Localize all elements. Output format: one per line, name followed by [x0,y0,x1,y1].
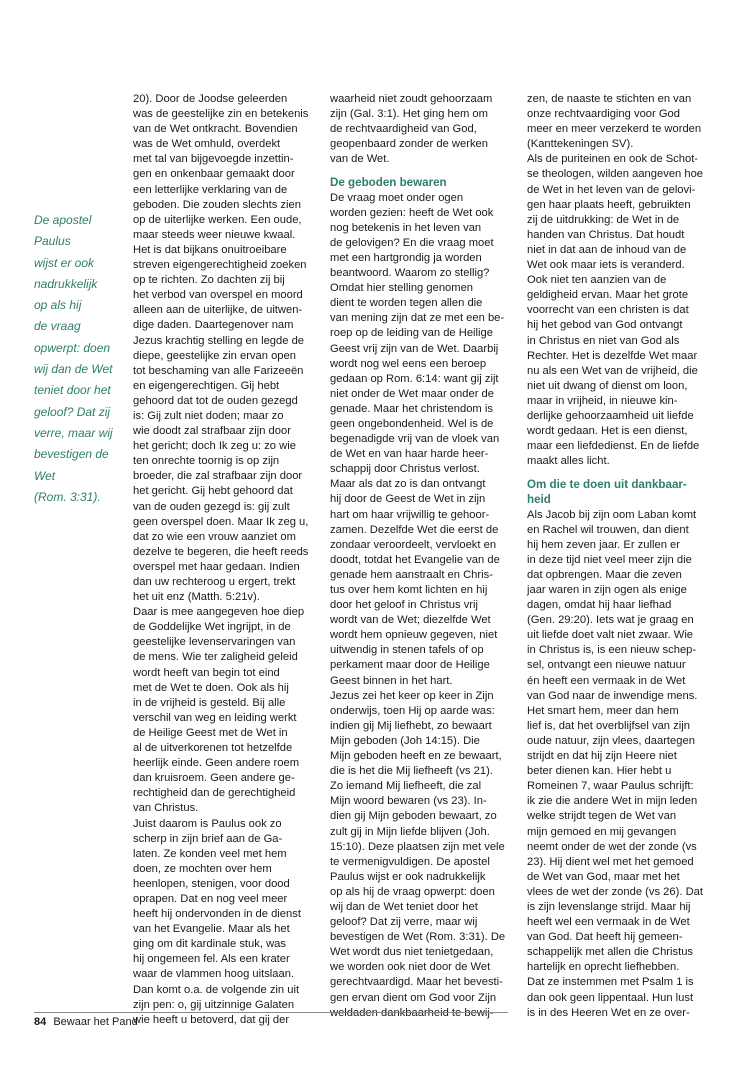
text-line: zamen. Dezelfde Wet die eerst de [330,523,499,536]
page-footer [34,1016,138,1029]
text-line: op als hij de vraag opwerpt: doen [330,885,495,898]
text-line: hij door de Geest de Wet in zijn [330,493,486,506]
text-line: wie doodt zal strafbaar zijn door [133,425,291,438]
text-line: Jezus krachtig stelling en legde de [133,334,305,347]
text-line: met de Wet te doen. Ook als hij [133,681,289,694]
text-line: rechtigheid dan de gerechtigheid [133,787,296,800]
text-line: 23). Hij dient wel met het gemoed [527,855,694,868]
text-line: van Christus. [133,802,199,815]
text-line: zen, de naaste te stichten en van [527,93,692,105]
text-line: was de geestelijke zin en betekenis [133,108,309,121]
text-line: bevestigen de Wet (Rom. 3:31). De [330,931,506,944]
text-line: in de vrijheid is gesteld. Bij alle [133,696,286,709]
text-column-1 [133,92,313,1028]
text-line: het uit enz (Matth. 5:21v). [133,591,260,604]
text-line: neemt onder de wet der zonde (vs [527,840,697,853]
text-line: welke strijdt tegen de Wet van [527,810,677,823]
text-line: dige daden. Daartegenover nam [133,319,294,332]
text-line: Als de puriteinen en ook de Schot- [527,153,699,166]
text-line: maar steeds weer nieuwe kwaal. [133,228,296,241]
footer-rule [34,1012,508,1013]
text-line: Dan komt o.a. de volgende zin uit [133,983,300,996]
text-line: zijn (Gal. 3:1). Het ging hem om [330,108,488,121]
text-line: dan ook geen lippentaal. Hun lust [527,991,694,1004]
text-line: van God naar de inwendige mens. [527,689,698,702]
text-line: we worden ook niet door de Wet [330,961,491,974]
pull-quote-line: wij dan de Wet [34,362,113,377]
text-line: verschil van weg en leiding werkt [133,711,297,724]
text-line: wordt van de Wet; diezelfde Wet [330,614,491,627]
text-line: overspel met haar gedaan. Indien [133,560,300,573]
text-line: oprapen. Dat en nog veel meer [133,892,288,905]
text-line: een letterlijke verklaring van de [133,183,288,196]
text-line: Zo iemand Mij liefheeft, die zal [330,780,482,793]
text-line: dezelve te begeren, die heeft reeds [133,545,309,558]
pull-quote-line: nadrukkelijk [34,276,98,291]
text-line: handen van Christus. Dat houdt [527,228,685,241]
text-line: meer en meer verzekerd te worden [527,123,702,136]
text-line: gerechtvaardigd. Maar het bevesti- [330,976,503,989]
section-heading: Om die te doen uit dankbaar- [527,478,687,492]
text-line: laten. Ze konden veel met hem [133,847,287,860]
text-line: de Wet in het leven van de gelovi- [527,183,696,196]
section-spacer [330,167,510,175]
text-line: niet uit dwang of dienst om loon, [527,379,688,392]
publication-title: Bewaar het Pand [53,1016,138,1028]
text-line: scherp in zijn brief aan de Ga- [133,832,283,845]
pull-quote-line: geloof? Dat zij [34,404,111,419]
text-line: en eigengerechtigen. Gij hebt [133,379,280,392]
text-line: van de Wet. [330,153,390,166]
text-line: wie heeft u betoverd, dat gij der [133,1013,290,1026]
text-line: Omdat hier stelling genomen [330,282,474,295]
text-line: Wet ook maar iets is veranderd. [527,259,685,272]
text-line: Mijn geboden heeft en ze bewaart, [330,750,502,763]
pull-quote [34,210,120,508]
text-column-2 [330,92,510,1021]
text-line: van het Evangelie. Maar als het [133,923,290,936]
text-line: beter dienen kan. Hier hebt u [527,765,672,778]
text-line: zondaar veroordeelt, vervloekt en [330,538,497,551]
text-line: Ook niet ten aanzien van de [527,274,667,287]
text-line: geen overspel doen. Maar Ik zeg u, [133,515,309,528]
text-line: wordt heeft van begin tot eind [133,666,280,679]
text-line: Paulus wijst er ook nadrukkelijk [330,870,486,883]
text-line: dat zo wie een vrouw aanziet om [133,530,296,543]
text-line: mijn gemoed en mij gevangen [527,825,677,838]
text-line: 15:10). Deze plaatsen zijn met vele [330,840,505,853]
text-line: die is het die Mij liefheeft (vs 21). [330,765,493,778]
text-line: gen en onkenbaar gemaakt door [133,168,295,181]
text-line: het verbod van overspel en moord [133,289,303,302]
text-line: roep op de leiding van de Heilige [330,327,493,340]
text-line: doodt, totdat het Evangelie van de [330,553,500,566]
text-line: door het geloof in Christus vrij [330,599,478,612]
text-line: vlees de wet der zonde (vs 26). Dat [527,885,703,898]
text-line: wordt gedaan. Het is een dienst, [527,425,688,438]
text-line: in Christus en niet van God als [527,334,680,347]
text-line: is: Gij zult niet doden; maar zo [133,409,284,422]
text-line: genade. Maar het christendom is [330,402,493,415]
text-line: hij hem zeven jaar. Er zullen er [527,538,680,551]
text-line: heenlopen, stenigen, voor dood [133,877,290,890]
text-line: wordt hem opnieuw gegeven, niet [330,629,498,642]
section-heading: De geboden bewaren [330,176,447,190]
pull-quote-line: wijst er ook [34,255,95,270]
text-line: het gericht. Gij hebt gehoord dat [133,485,293,498]
pull-quote-line: verre, maar wij [34,425,113,440]
text-line: Jezus zei het keer op keer in Zijn [330,689,494,702]
text-line: onderwijs, toen Hij op aarde was: [330,704,495,717]
text-line: perkament maar door de Heilige [330,659,490,672]
text-line: streven eigengerechtigheid zoeken [133,259,307,272]
text-line: de Goddelijke Wet ingrijpt, in de [133,621,291,634]
text-line: in Christus is, is een nieuw schep- [527,644,697,657]
text-line: is in des Heeren Wet en ze over- [527,1006,690,1019]
text-line: Het is dat bijkans onuitroeibare [133,243,287,256]
text-line: heerlijk einde. Geen andere roem [133,757,300,770]
text-line: dagen, omdat hij haar liefhad [527,599,672,612]
text-line: al de uitverkorenen tot hetzelfde [133,742,293,755]
text-line: geen ongebondenheid. Wel is de [330,417,494,430]
text-line: in deze tijd niet veel meer zijn die [527,553,692,566]
text-line: de Wet en van haar harde heer- [330,448,489,461]
text-line: waar de vlammen hoog uitslaan. [133,968,295,981]
text-line: gen haar plaats heeft, gebruikten [527,198,691,211]
text-line: doen, ze mochten over hem [133,862,272,875]
text-line: Dat ze instemmen met Psalm 1 is [527,976,694,989]
text-line: gedaan op Rom. 6:14: want gij zijt [330,372,499,385]
text-line: met een hartgrondig ja worden [330,251,482,264]
text-line: ging om dit kardinale stuk, was [133,938,286,951]
text-line: Romeinen 7, waar Paulus schrijft: [527,780,694,793]
text-line: derlijke gehoorzaamheid uit liefde [527,409,694,422]
text-line: se theologen, wilden aangeven hoe [527,168,704,181]
text-line: van mening zijn dat ze met een be- [330,312,505,325]
text-line: oude natuur, zijn vlees, daartegen [527,734,695,747]
text-line: dient te worden tegen allen die [330,297,483,310]
text-line: schappij door Christus verlost. [330,463,480,476]
text-line: indien gij Mij liefhebt, zo bewaart [330,719,492,732]
text-line: ten onrechte toornig is op zijn [133,455,280,468]
text-line: en Rachel wil trouwen, dan dient [527,523,689,536]
text-line: tus over hem komt lichten en hij [330,584,488,596]
text-line: Rechter. Het is dezelfde Wet maar [527,349,698,362]
text-line: voorrecht van een christen is dat [527,304,689,317]
text-line: sel, ontvangt een nieuwe natuur [527,659,686,672]
text-line: op te richten. Zo dachten zij bij [133,274,285,287]
text-line: uitwendig in stenen tafels of op [330,644,484,657]
text-line: begenadigde vrij van de vloek van [330,433,500,446]
text-line: weldaden dankbaarheid te bewij- [330,1006,494,1019]
text-line: de rechtvaardigheid van God, [330,123,477,136]
text-line: jaar waren in zijn ogen als enige [527,584,687,596]
text-line: nu als een Wet van de vrijheid, die [527,364,698,377]
text-line: dan uw rechteroog u ergert, trekt [133,576,296,588]
text-line: (Gen. 29:20). Iets wat je graag en [527,614,694,627]
pull-quote-line: De apostel [34,213,92,227]
text-line: geboden. Die zouden slechts zien [133,198,301,211]
text-line: tot beschaming van alle Farizeeën [133,364,304,377]
text-line: de Heilige Geest met de Wet in [133,726,288,739]
pull-quote-line: op als hij [34,298,82,313]
pull-quote-line: teniet door het [34,383,111,398]
text-line: de Wet van God, maar met het [527,870,680,883]
text-line: maar in vrijheid, in nieuwe kin- [527,394,678,407]
text-line: ik zie die andere Wet in mijn leden [527,795,698,808]
text-line: nog betekenis in het leven van [330,221,482,234]
text-line: heeft hij ondervonden in de dienst [133,908,301,921]
text-line: (Kanttekeningen SV). [527,138,634,151]
text-line: geestelijke levenservaringen van [133,636,296,649]
section-heading: heid [527,493,551,507]
text-column-3 [527,92,717,1021]
text-line: Geest vrij zijn van de Wet. Daarbij [330,342,499,355]
text-line: 20). Door de Joodse geleerden [133,93,288,105]
text-line: van de Wet ontkracht. Bovendien [133,123,298,136]
text-line: Maar als dat zo is dan ontvangt [330,478,486,491]
text-line: maar een liefdedienst. En de liefde [527,440,700,453]
text-line: met tal van bijgevoegde inzettin- [133,153,294,166]
text-line: Geest binnen in het hart. [330,674,453,687]
text-line: gehoord dat tot de ouden gezegd [133,394,298,407]
text-line: van God. Dat heeft hij gemeen- [527,931,683,944]
text-line: dan kruisroem. Geen andere ge- [133,772,295,785]
section-spacer [527,469,717,477]
text-line: broeder, die zal strafbaar zijn door [133,470,303,483]
page-number: 84 [34,1016,47,1028]
text-line: wij dan de Wet teniet door het [330,900,478,913]
text-line: maakt alles licht. [527,455,610,468]
text-line: genade hem aanstraalt en Chris- [330,568,493,581]
pull-quote-line: de vraag [34,319,81,334]
text-line: het gericht; doch Ik zeg u: zo wie [133,440,296,453]
text-line: te vermenigvuldigen. De apostel [330,855,490,868]
text-line: zijn pen: o, gij uitzinnige Galaten [133,998,295,1011]
text-line: zult gij in Mijn liefde blijven (Joh. [330,825,490,838]
text-line: én heeft een vermaak in de Wet [527,674,686,687]
text-line: geldigheid ervan. Maar het grote [527,289,689,302]
text-line: de gelovigen? En die vraag moet [330,236,494,249]
text-line: is zijn levenslange strijd. Maar hij [527,900,691,913]
text-line: Wet wordt dus niet tenietgedaan, [330,946,494,959]
text-line: wordt nog wel eens een beroep [330,357,487,370]
text-line: uit liefde doet valt niet zwaar. Wie [527,629,694,642]
pull-quote-line: Paulus [34,234,71,249]
text-line: was de Wet omhuld, overdekt [133,138,281,151]
text-line: Mijn woord bewaren (vs 23). In- [330,795,487,808]
pull-quote-line: opwerpt: doen [34,340,111,355]
text-line: schappelijk met allen die Christus [527,946,694,959]
text-line: worden gezien: heeft de Wet ook [330,206,494,219]
text-line: zij de uitdrukking: de Wet in de [527,213,680,226]
pull-quote-line: bevestigen de [34,447,109,462]
text-line: Als Jacob bij zijn oom Laban komt [527,508,697,521]
text-line: geopenbaard zonder de werken [330,138,488,151]
text-line: beantwoord. Waarom zo stellig? [330,267,490,280]
text-line: hart om haar vrijwillig te gehoor- [330,508,490,521]
text-line: geloof? Dat zij verre, maar wij [330,916,478,929]
text-line: dat opbrengen. Maar die zeven [527,568,682,581]
text-line: lief is, dat het overblijfsel van zijn [527,719,690,732]
text-line: de mens. Wie ter zaligheid geleid [133,651,298,664]
text-line: hij ongemeen fel. Als een krater [133,953,290,966]
text-line: waarheid niet zoudt gehoorzaam [330,93,493,105]
text-line: alleen aan de uiterlijke, de uitwen- [133,304,303,317]
text-line: diepe, geestelijke zin ervan open [133,349,296,362]
text-line: heeft wel een vermaak in de Wet [527,916,690,929]
text-line: hartelijk en oprecht liefhebben. [527,961,680,974]
text-line: Daar is mee aangegeven hoe diep [133,606,305,619]
text-line: strijdt en dat hij zijn Heere niet [527,750,677,763]
text-line: hij het gebod van God ontvangt [527,319,683,332]
pull-quote-line: (Rom. 3:31). [34,489,101,504]
text-line: gen ervan dient om God voor Zijn [330,991,497,1004]
text-line: onze rechtvaardiging voor God [527,108,680,121]
text-line: dien gij Mijn geboden bewaart, zo [330,810,497,823]
text-line: De vraag moet onder ogen [330,191,464,204]
text-line: op de uiterlijke werken. Een oude, [133,213,302,226]
text-line: niet onder de Wet maar onder de [330,387,494,400]
pull-quote-line: Wet [34,468,56,483]
text-line: Juist daarom is Paulus ook zo [133,817,282,830]
text-line: van de ouden gezegd is: gij zult [133,500,290,513]
text-line: Het smart hem, meer dan hem [527,704,679,717]
text-line: Mijn geboden (Joh 14:15). Die [330,734,480,747]
text-line: niet in dat aan de inhoud van de [527,243,687,256]
